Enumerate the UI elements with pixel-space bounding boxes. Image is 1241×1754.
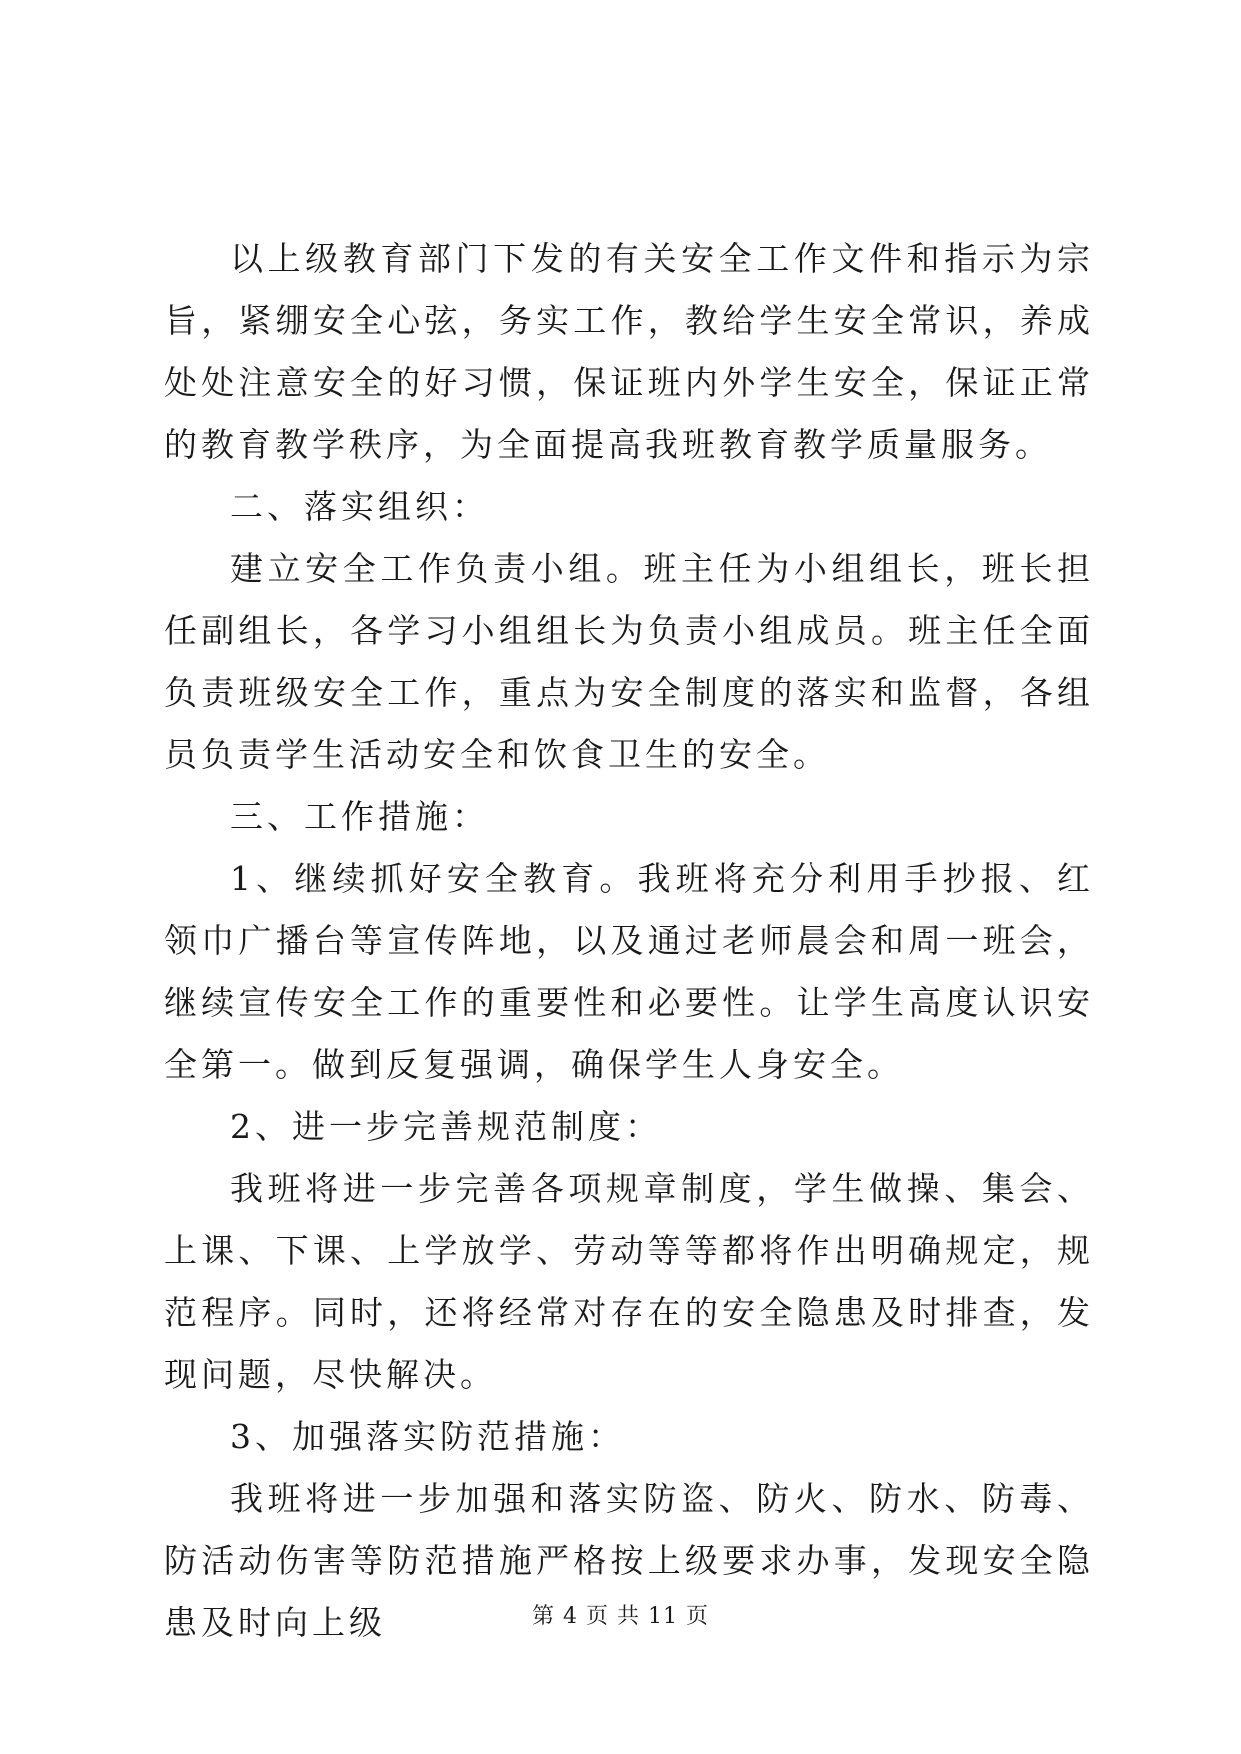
subheading-measure-2: 2、进一步完善规范制度： — [230, 1107, 662, 1146]
section-heading-measures: 三、工作措施： — [230, 797, 489, 836]
page-number-footer: 第 4 页 共 11 页 — [532, 1604, 709, 1629]
subheading-measure-3: 3、加强落实防范措施： — [230, 1417, 625, 1456]
document-body — [164, 228, 1094, 1654]
paragraph-measure-3: 我班将进一步加强和落实防盗、防火、防水、防毒、防活动伤害等防范措施严格按上级要求办事，发现安全隐患及时向上级 — [164, 1479, 1094, 1642]
paragraph-organization: 建立安全工作负责小组。班主任为小组组长，班长担任副组长，各学习小组组长为负责小组成员。班主任全面负责班级安全工作，重点为安全制度的落实和监督，各组员负责学生活动安全和饮食卫生的安全。 — [164, 549, 1094, 774]
section-heading-organization: 二、落实组织： — [230, 487, 489, 526]
paragraph-measure-2: 我班将进一步完善各项规章制度，学生做操、集会、上课、下课、上学放学、劳动等等都将作出明确规定，规范程序。同时，还将经常对存在的安全隐患及时排查，发现问题，尽快解决。 — [164, 1169, 1094, 1394]
paragraph-guiding-principle: 以上级教育部门下发的有关安全工作文件和指示为宗旨，紧绷安全心弦，务实工作，教给学生安全常识，养成处处注意安全的好习惯，保证班内外学生安全，保证正常的教育教学秩序，为全面提高我班教育教学质量服务。 — [164, 239, 1094, 464]
paragraph-measure-1: 1、继续抓好安全教育。我班将充分利用手抄报、红领巾广播台等宣传阵地，以及通过老师晨会和周一班会，继续宣传安全工作的重要性和必要性。让学生高度认识安全第一。做到反复强调，确保学生人身安全。 — [164, 859, 1094, 1084]
